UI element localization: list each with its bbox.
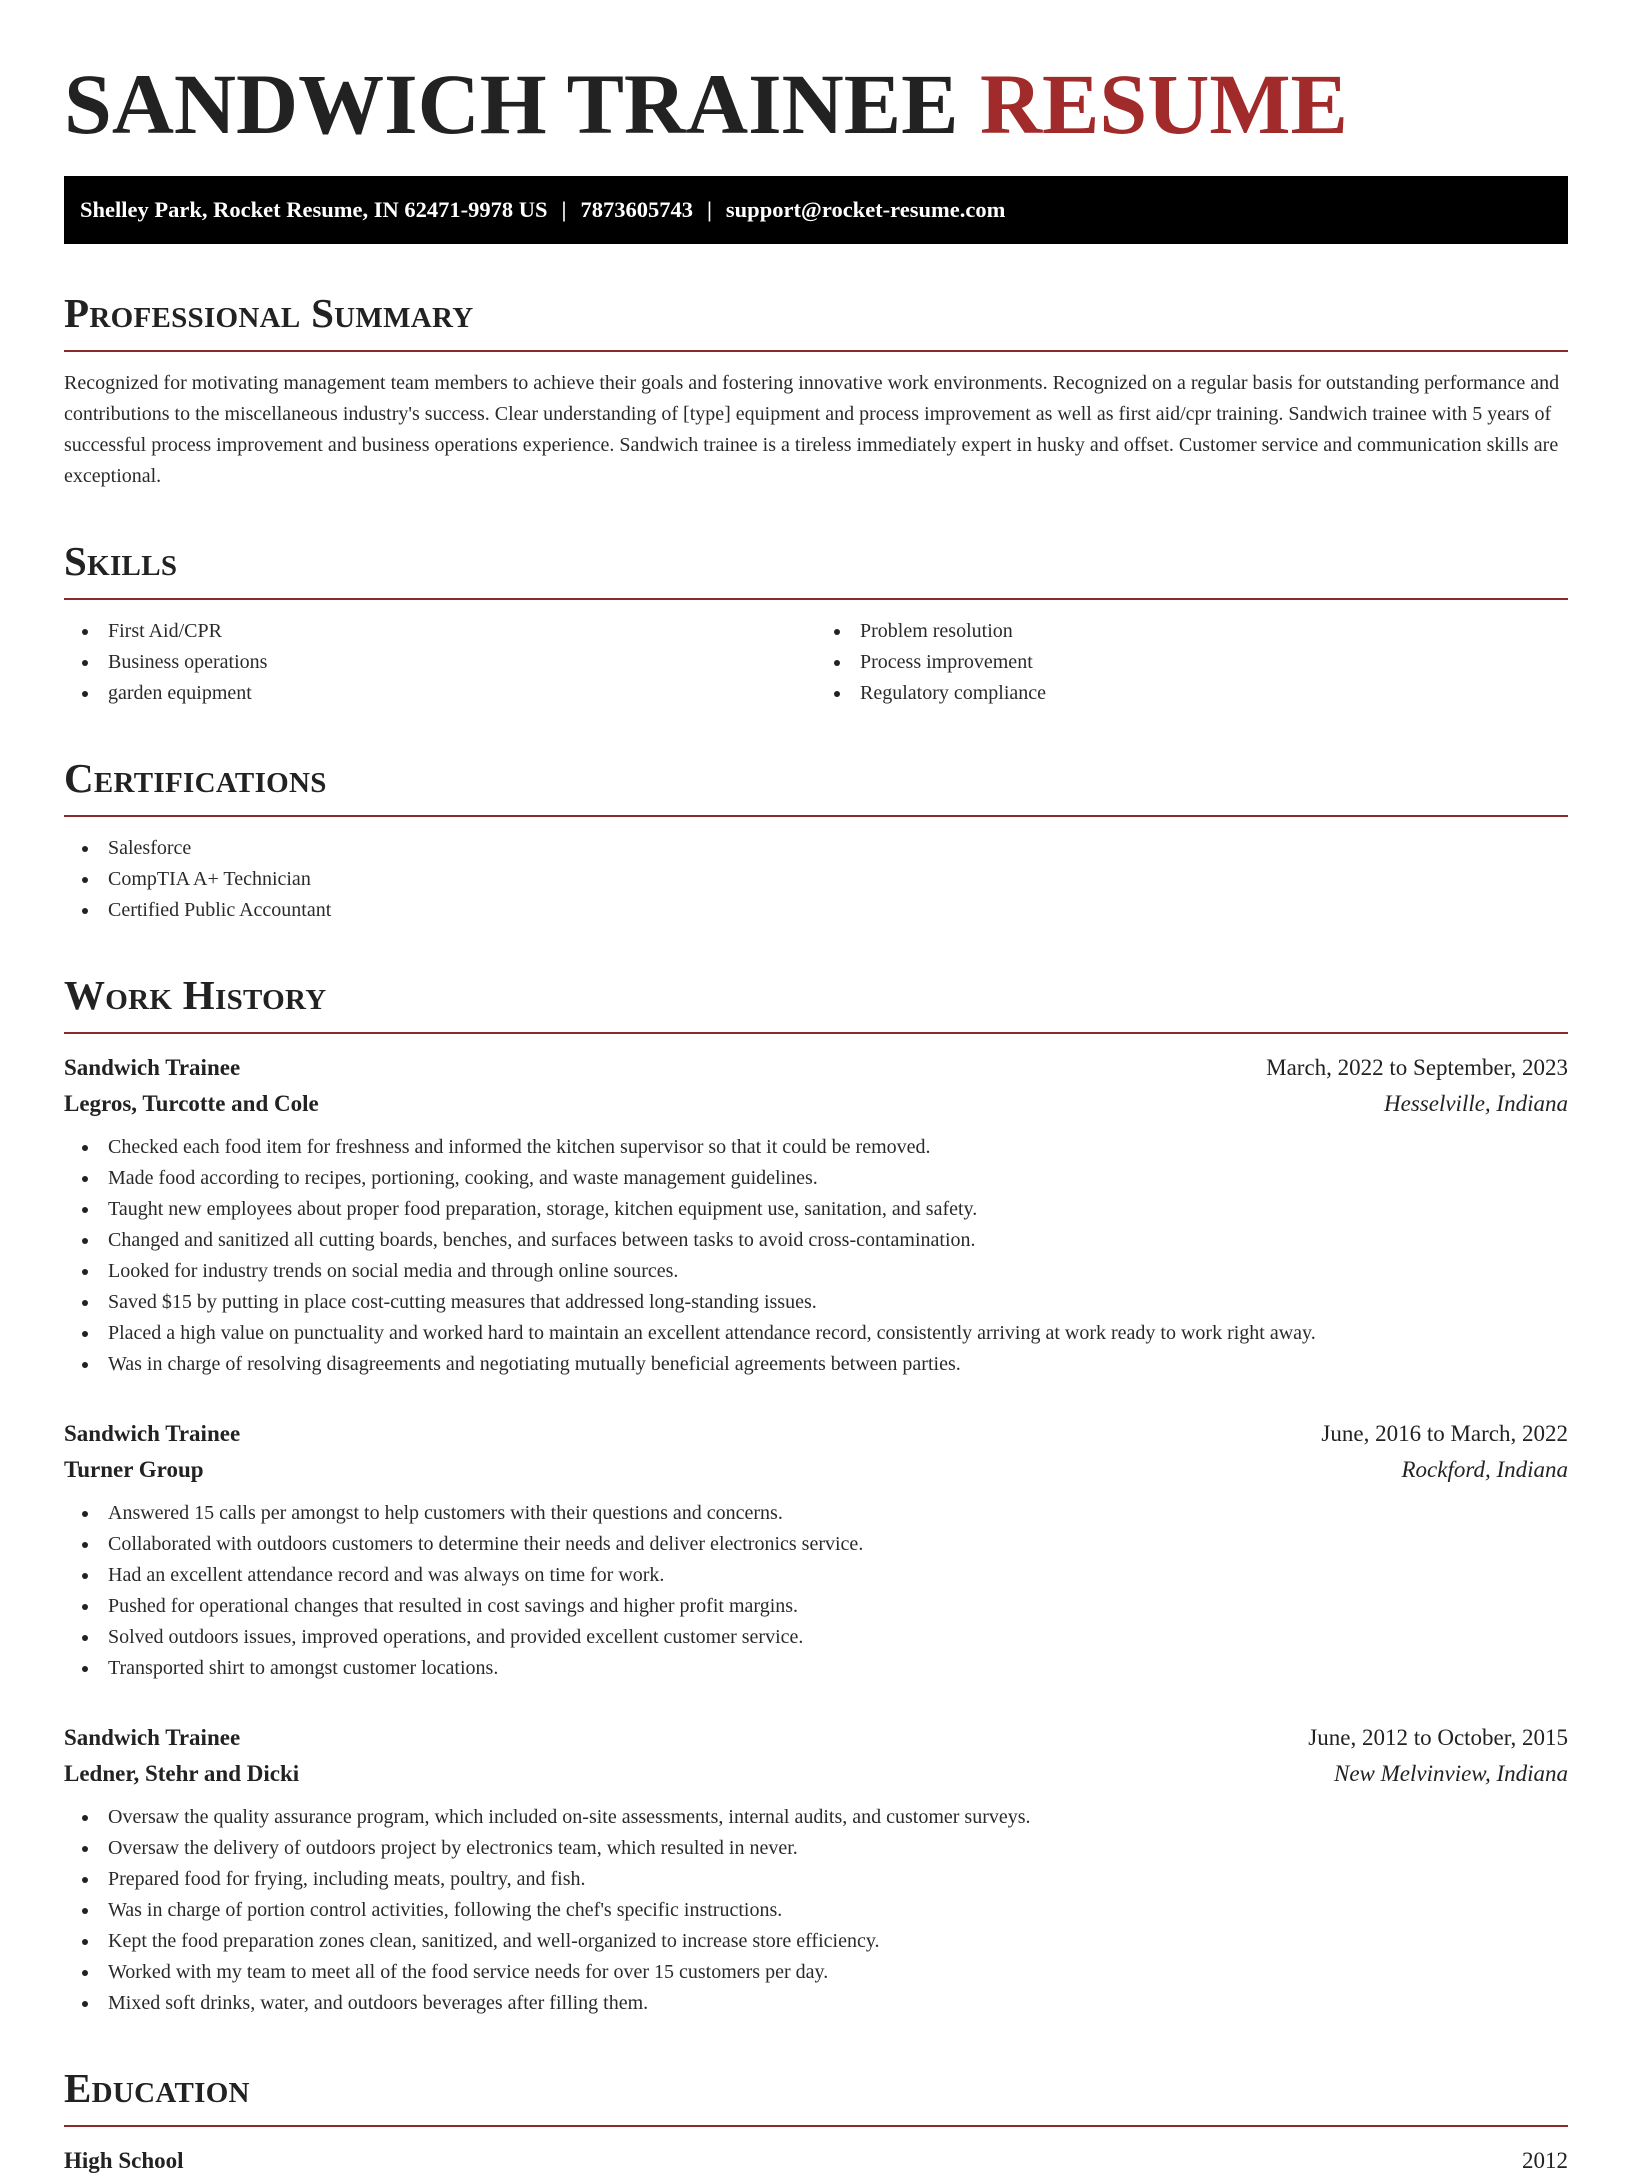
- job-duty: Kept the food preparation zones clean, sanitized, and well-organized to increase store efficiency.: [64, 1926, 1568, 1957]
- job-duties-list: [64, 1498, 1568, 1684]
- job-location: Hesselville, Indiana: [1384, 1091, 1568, 1116]
- title-accent: RESUME: [979, 56, 1348, 152]
- job-duty: Mixed soft drinks, water, and outdoors beverages after filling them.: [64, 1988, 1568, 2019]
- job-duty: Was in charge of resolving disagreements and negotiating mutually beneficial agreements between parties.: [64, 1349, 1568, 1380]
- job-company-row: [64, 1756, 1568, 1792]
- summary-text: Recognized for motivating management team members to achieve their goals and fostering innovative work environments. Recognized on a regular basis for outstanding performance and contributions to the miscellaneous industry's success. Clear understanding of [type] equipment and process improvement as well as first aid/cpr training. Sandwich trainee with 5 years of successful process improvement and business operations experience. Sandwich trainee is a tireless immediately expert in husky and offset. Customer service and communication skills are exceptional.: [64, 372, 1560, 487]
- skill-item: Business operations: [64, 647, 816, 678]
- job-duty: Prepared food for frying, including meats, poultry, and fish.: [64, 1864, 1568, 1895]
- job-duties-list: [64, 1132, 1568, 1380]
- job-title: Sandwich Trainee: [64, 1421, 241, 1446]
- job-duty: Made food according to recipes, portioning, cooking, and waste management guidelines.: [64, 1163, 1568, 1194]
- job-dates: March, 2022 to September, 2023: [1266, 1055, 1568, 1080]
- education-heading: Education: [64, 2063, 1568, 2127]
- job-company: Legros, Turcotte and Cole: [64, 1091, 319, 1116]
- skill-item: Regulatory compliance: [816, 678, 1568, 709]
- job-duty: Had an excellent attendance record and was always on time for work.: [64, 1560, 1568, 1591]
- summary-section: [64, 288, 1568, 492]
- job-duty: Changed and sanitized all cutting boards, benches, and surfaces between tasks to avoid cross-contamination.: [64, 1225, 1568, 1256]
- job-duty: Oversaw the quality assurance program, which included on-site assessments, internal audits, and customer surveys.: [64, 1802, 1568, 1833]
- skills-list-left: [64, 616, 816, 709]
- job-duty: Placed a high value on punctuality and worked hard to maintain an excellent attendance record, consistently arriving at work ready to work right away.: [64, 1318, 1568, 1349]
- job-company: Turner Group: [64, 1457, 204, 1482]
- skill-item: Process improvement: [816, 647, 1568, 678]
- job-location: New Melvinview, Indiana: [1334, 1761, 1568, 1786]
- job-company-row: [64, 1086, 1568, 1122]
- job-duty: Solved outdoors issues, improved operations, and provided excellent customer service.: [64, 1622, 1568, 1653]
- education-degree: High School: [64, 2148, 184, 2173]
- contact-bar: [64, 176, 1568, 244]
- resume-title: [64, 0, 1568, 176]
- skill-item: Problem resolution: [816, 616, 1568, 647]
- contact-separator: |: [561, 197, 567, 222]
- education-section: [64, 2063, 1568, 2179]
- job-header-row: [64, 1050, 1568, 1086]
- skills-section: [64, 536, 1568, 709]
- job-duty: Collaborated with outdoors customers to determine their needs and deliver electronics service.: [64, 1529, 1568, 1560]
- skill-item: First Aid/CPR: [64, 616, 816, 647]
- skills-list-right: [816, 616, 1568, 709]
- job-company-row: [64, 1452, 1568, 1488]
- job-duty: Checked each food item for freshness and informed the kitchen supervisor so that it could be removed.: [64, 1132, 1568, 1163]
- contact-email: support@rocket-resume.com: [725, 197, 1006, 222]
- job-duty: Transported shirt to amongst customer locations.: [64, 1653, 1568, 1684]
- certification-item: CompTIA A+ Technician: [64, 864, 1568, 895]
- job-entry: [64, 1050, 1568, 1380]
- certifications-list: [64, 833, 1568, 926]
- job-header-row: [64, 1416, 1568, 1452]
- job-duty: Worked with my team to meet all of the food service needs for over 15 customers per day.: [64, 1957, 1568, 1988]
- title-main: SANDWICH TRAINEE: [64, 56, 959, 152]
- summary-heading: Professional Summary: [64, 288, 1568, 352]
- job-duty: Taught new employees about proper food preparation, storage, kitchen equipment use, sanitation, and safety.: [64, 1194, 1568, 1225]
- contact-address: Shelley Park, Rocket Resume, IN 62471-9978 US: [80, 197, 548, 222]
- education-row: [64, 2143, 1568, 2179]
- certifications-heading: Certifications: [64, 753, 1568, 817]
- job-duties-list: [64, 1802, 1568, 2019]
- certifications-section: [64, 753, 1568, 926]
- job-company: Ledner, Stehr and Dicki: [64, 1761, 300, 1786]
- job-duty: Was in charge of portion control activities, following the chef's specific instructions.: [64, 1895, 1568, 1926]
- work-history-heading: Work History: [64, 970, 1568, 1034]
- job-header-row: [64, 1720, 1568, 1756]
- certification-item: Salesforce: [64, 833, 1568, 864]
- contact-phone: 7873605743: [580, 197, 693, 222]
- job-location: Rockford, Indiana: [1401, 1457, 1568, 1482]
- job-dates: June, 2012 to October, 2015: [1308, 1725, 1568, 1750]
- skill-item: garden equipment: [64, 678, 816, 709]
- job-entry: [64, 1416, 1568, 1684]
- education-year: 2012: [1522, 2148, 1568, 2173]
- work-history-section: [64, 970, 1568, 2019]
- job-title: Sandwich Trainee: [64, 1055, 241, 1080]
- job-duty: Answered 15 calls per amongst to help customers with their questions and concerns.: [64, 1498, 1568, 1529]
- job-dates: June, 2016 to March, 2022: [1321, 1421, 1568, 1446]
- job-duty: Looked for industry trends on social media and through online sources.: [64, 1256, 1568, 1287]
- certification-item: Certified Public Accountant: [64, 895, 1568, 926]
- job-title: Sandwich Trainee: [64, 1725, 241, 1750]
- job-duty: Saved $15 by putting in place cost-cutting measures that addressed long-standing issues.: [64, 1287, 1568, 1318]
- skills-heading: Skills: [64, 536, 1568, 600]
- job-entry: [64, 1720, 1568, 2019]
- skills-grid: [64, 600, 1568, 709]
- job-duty: Pushed for operational changes that resulted in cost savings and higher profit margins.: [64, 1591, 1568, 1622]
- job-duty: Oversaw the delivery of outdoors project by electronics team, which resulted in never.: [64, 1833, 1568, 1864]
- contact-separator: |: [706, 197, 712, 222]
